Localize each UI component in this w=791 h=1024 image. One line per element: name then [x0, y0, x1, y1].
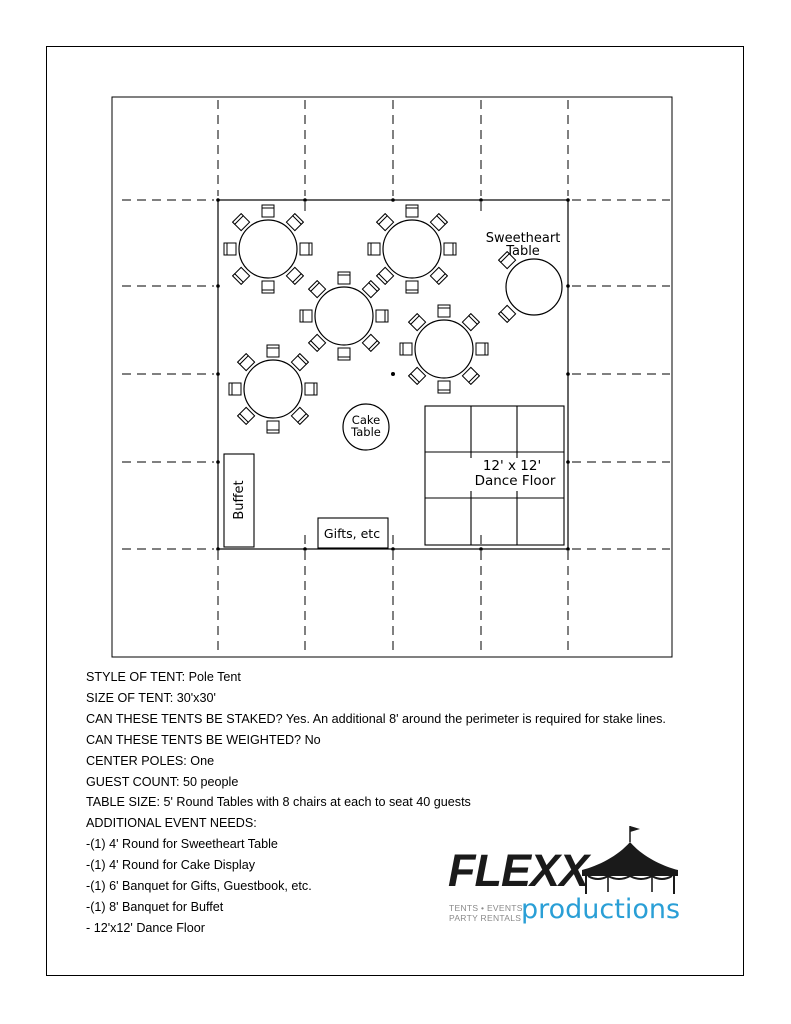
chair: [267, 421, 279, 433]
buffet-label: Buffet: [232, 480, 247, 520]
need-item: -(1) 4' Round for Cake Display: [86, 858, 255, 873]
round-table: [300, 272, 388, 360]
sweetheart-label-line2: Table: [506, 244, 540, 259]
chair: [338, 348, 350, 360]
tent-icon: [578, 822, 688, 897]
style-of-tent: STYLE OF TENT: Pole Tent: [86, 670, 241, 684]
gifts-label: Gifts, etc: [323, 526, 381, 541]
chair: [376, 310, 388, 322]
table-top: [415, 320, 473, 378]
chair: [438, 305, 450, 317]
stake-line-grid: [122, 100, 670, 655]
stake-area-border: [112, 97, 672, 657]
logo-wordmark: FLEXX: [448, 845, 589, 896]
need-item: -(1) 6' Banquet for Gifts, Guestbook, etc.: [86, 879, 312, 894]
chair: [300, 310, 312, 322]
chair: [368, 243, 380, 255]
logo-tagline-line2: PARTY RENTALS: [449, 913, 522, 923]
logo-productions: productions: [521, 894, 681, 925]
chair: [267, 345, 279, 357]
chair: [338, 272, 350, 284]
sweetheart-label-line1: Sweetheart: [485, 231, 561, 246]
round-table: [368, 205, 456, 293]
table-top: [315, 287, 373, 345]
cake-label-line1: Cake: [351, 413, 381, 427]
staked-answer: CAN THESE TENTS BE STAKED? Yes. An additional 8' around the perimeter is required for stake lines.: [86, 711, 666, 726]
table-size: TABLE SIZE: 5' Round Tables with 8 chairs at each to seat 40 guests: [86, 795, 471, 810]
chair: [262, 281, 274, 293]
table-top: [244, 360, 302, 418]
round-table: [400, 305, 488, 393]
chair: [400, 343, 412, 355]
cake-label-line2: Table: [351, 425, 381, 439]
need-item: -(1) 8' Banquet for Buffet: [86, 899, 224, 914]
round-table: [224, 205, 312, 293]
need-item: -(1) 4' Round for Sweetheart Table: [86, 837, 278, 852]
size-of-tent: SIZE OF TENT: 30'x30': [86, 690, 216, 705]
chair: [300, 243, 312, 255]
dance-floor-label-line1: 12' x 12': [482, 458, 542, 474]
round-table: [229, 345, 317, 433]
logo-tagline-line1: TENTS • EVENTS: [449, 903, 523, 913]
guest-count: GUEST COUNT: 50 people: [86, 774, 239, 789]
chair: [444, 243, 456, 255]
chair: [476, 343, 488, 355]
chair: [406, 205, 418, 217]
table-top: [383, 220, 441, 278]
chair: [406, 281, 418, 293]
chair: [305, 383, 317, 395]
sweetheart-table: [499, 252, 562, 323]
weighted-answer: CAN THESE TENTS BE WEIGHTED? No: [86, 732, 321, 747]
center-poles: CENTER POLES: One: [86, 753, 215, 768]
chair: [438, 381, 450, 393]
round-tables: [224, 205, 488, 433]
logo-tagline: [449, 903, 523, 923]
need-item: - 12'x12' Dance Floor: [86, 920, 205, 935]
flexx-productions-logo: [446, 822, 686, 932]
chair: [224, 243, 236, 255]
dance-floor-label-line2: Dance Floor: [474, 473, 556, 489]
additional-needs-heading: ADDITIONAL EVENT NEEDS:: [86, 816, 257, 831]
table-top: [239, 220, 297, 278]
center-pole: [391, 372, 395, 376]
chair: [262, 205, 274, 217]
chair: [229, 383, 241, 395]
